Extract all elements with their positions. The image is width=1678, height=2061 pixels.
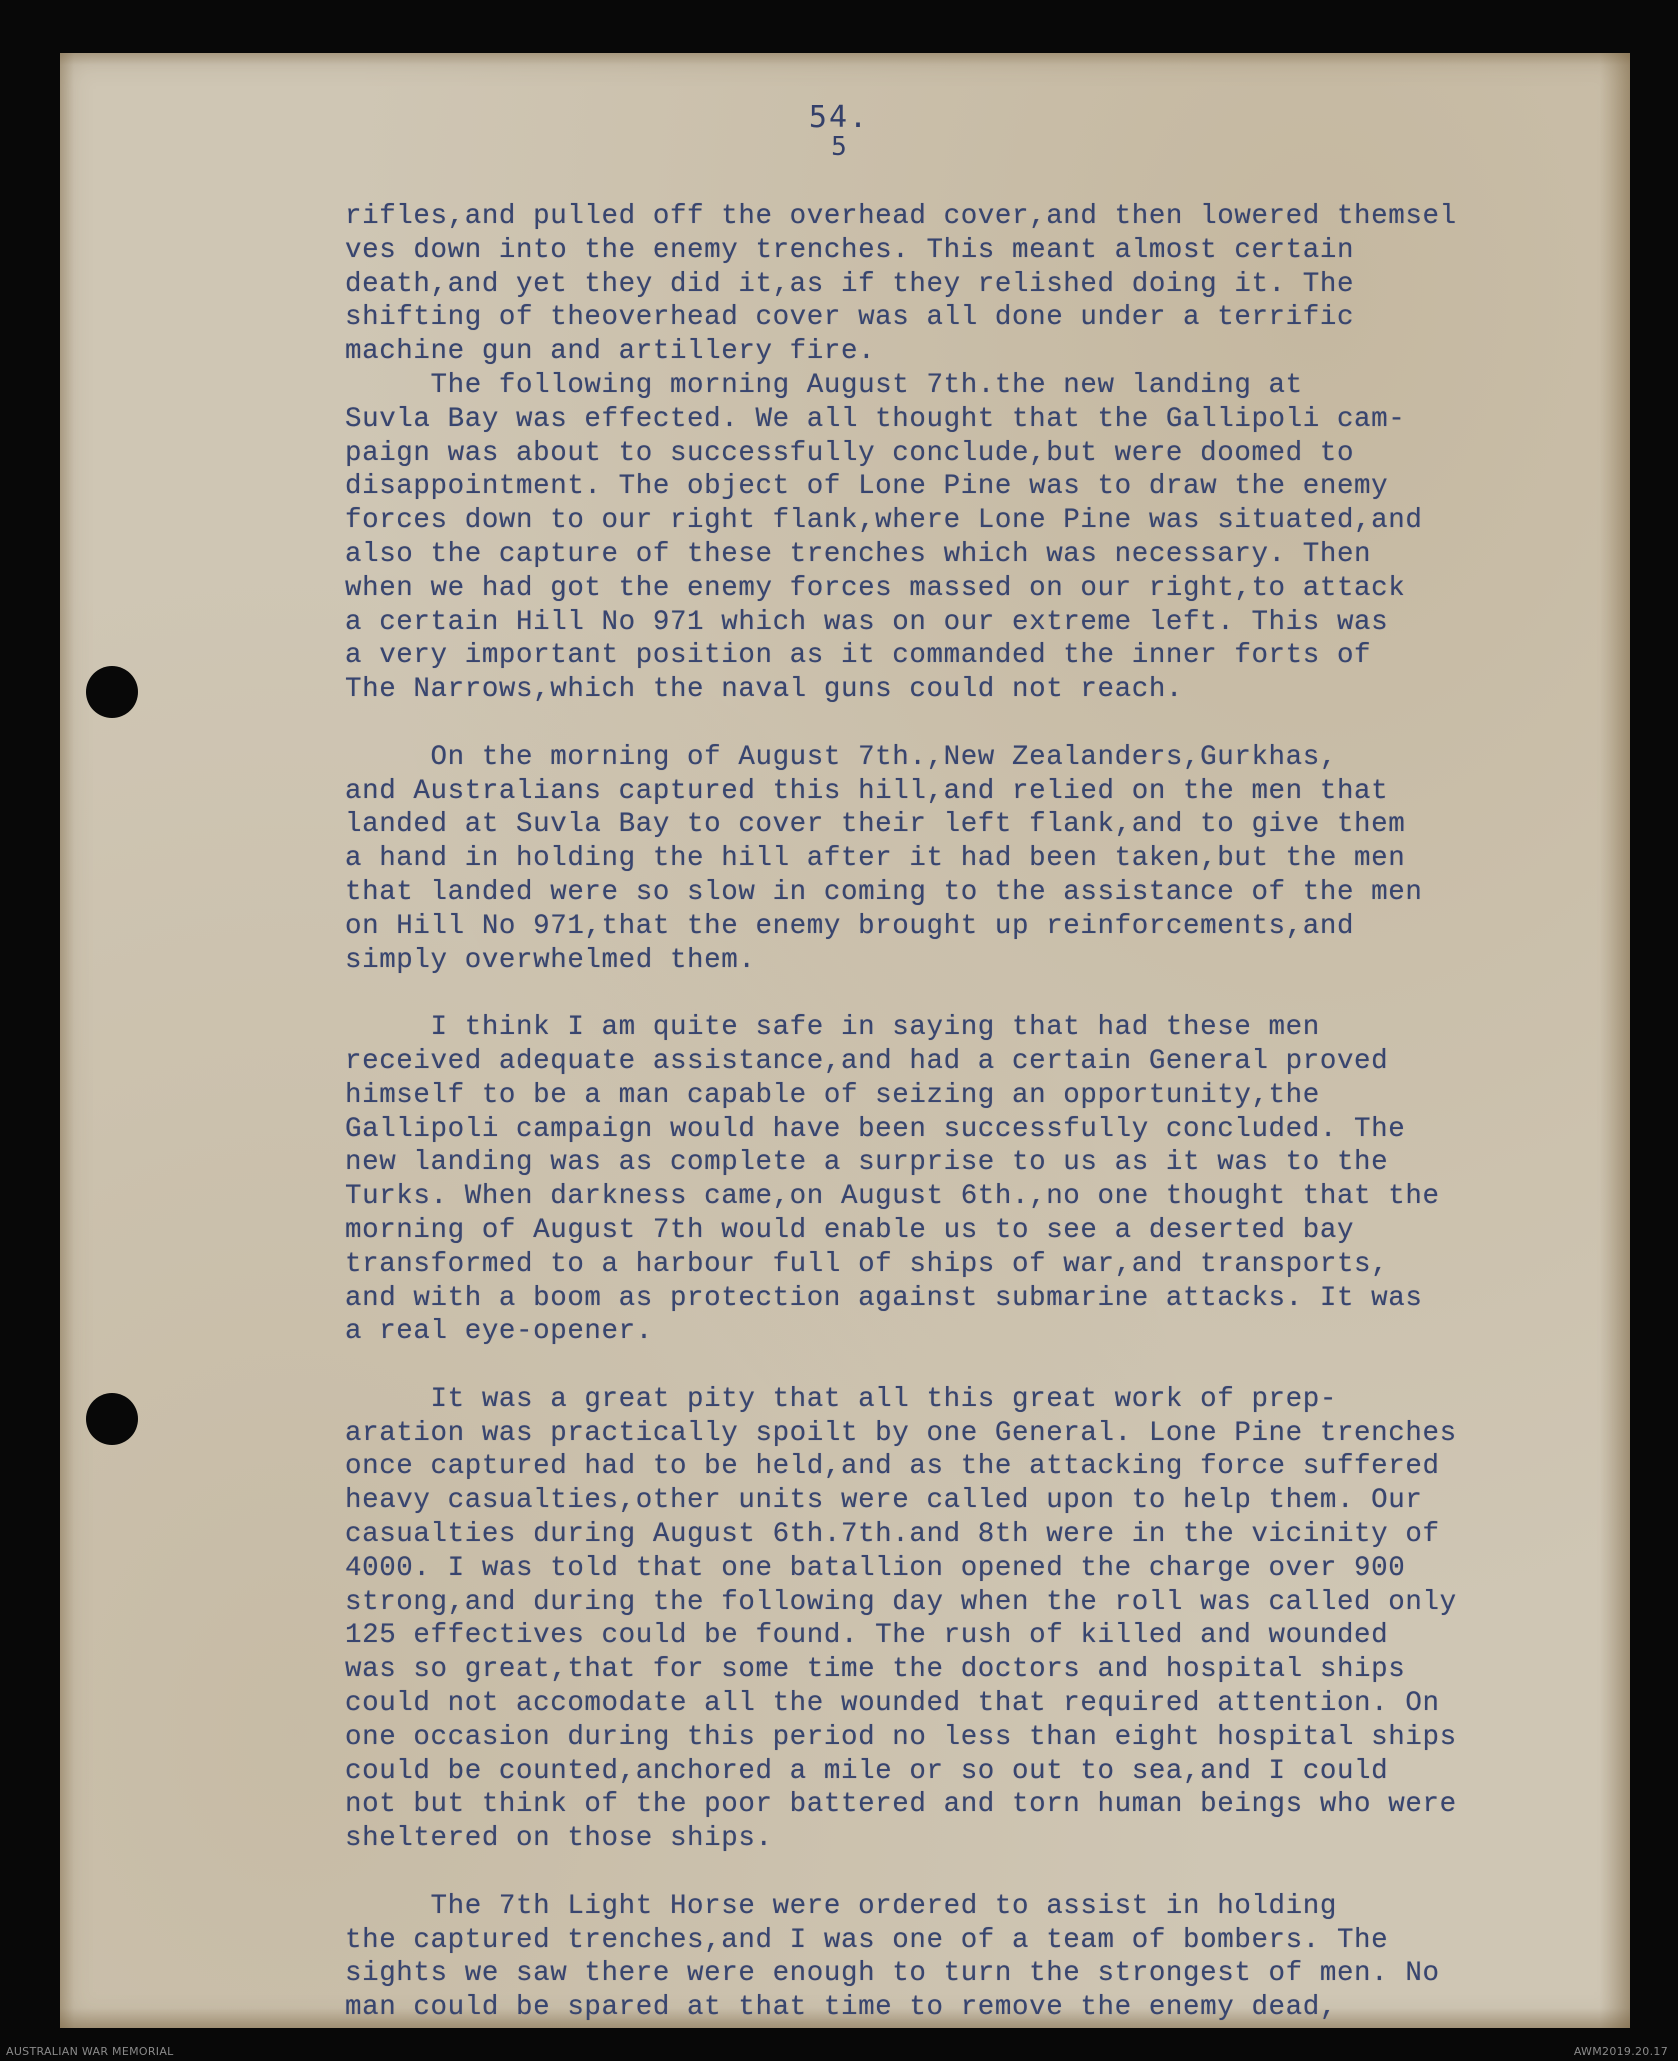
text-line: On the morning of August 7th.,New Zealanders,Gurkhas, [345,741,1337,773]
paragraph-gap [345,707,1625,741]
text-line: forces down to our right flank,where Lone Pine was situated,and [345,505,1423,537]
text-line: sheltered on those ships. [345,1823,773,1855]
text-line: casualties during August 6th.7th.and 8th were in the vicinity of [345,1519,1440,1551]
footer-accession-number: AWM2019.20.17 [1573,2045,1668,2058]
punch-hole [86,1393,138,1445]
text-line: that landed were so slow in coming to the assistance of the men [345,876,1423,908]
text-line: himself to be a man capable of seizing an opportunity,the [345,1079,1320,1111]
text-line: ves down into the enemy trenches. This meant almost certain [345,234,1355,266]
page-number-overtype: 5 [831,132,847,162]
text-line: 4000. I was told that one batallion opened the charge over 900 [345,1552,1406,1584]
footer-archive-name: AUSTRALIAN WAR MEMORIAL [6,2045,174,2058]
text-line: Suvla Bay was effected. We all thought that the Gallipoli cam- [345,403,1406,435]
paragraph [345,1011,1625,1349]
paragraph [345,1890,1625,2025]
paragraph [345,741,1625,978]
text-line: The following morning August 7th.the new landing at [345,369,1303,401]
text-line: disappointment. The object of Lone Pine was to draw the enemy [345,471,1389,503]
text-line: aration was practically spoilt by one General. Lone Pine trenches [345,1417,1457,1449]
text-line: paign was about to successfully conclude,but were doomed to [345,437,1355,469]
text-line: Turks. When darkness came,on August 6th.,no one thought that the [345,1181,1440,1213]
body-text [345,200,1625,2025]
text-line: The 7th Light Horse were ordered to assist in holding [345,1890,1337,1922]
text-line: a hand in holding the hill after it had been taken,but the men [345,843,1406,875]
paragraph-gap [345,977,1625,1011]
text-line: a very important position as it commanded the inner forts of [345,640,1372,672]
text-line: was so great,that for some time the doctors and hospital ships [345,1654,1406,1686]
text-line: and Australians captured this hill,and relied on the men that [345,775,1389,807]
text-line: death,and yet they did it,as if they relished doing it. The [345,268,1355,300]
text-line: I think I am quite safe in saying that had these men [345,1012,1320,1044]
text-line: Gallipoli campaign would have been successfully concluded. The [345,1113,1406,1145]
text-line: also the capture of these trenches which was necessary. Then [345,538,1372,570]
paragraph [345,369,1625,707]
text-line: morning of August 7th would enable us to see a deserted bay [345,1214,1355,1246]
text-line: could not accomodate all the wounded that required attention. On [345,1688,1440,1720]
paragraph [345,200,1625,369]
paragraph-gap [345,1856,1625,1890]
text-line: not but think of the poor battered and torn human beings who were [345,1789,1457,1821]
text-line: when we had got the enemy forces massed on our right,to attack [345,572,1406,604]
text-line: a real eye-opener. [345,1316,653,1348]
text-line: strong,and during the following day when the roll was called only [345,1586,1457,1618]
page-number: 54. [808,100,870,135]
text-line: new landing was as complete a surprise to us as it was to the [345,1147,1389,1179]
text-line: once captured had to be held,and as the attacking force suffered [345,1451,1440,1483]
paragraph-gap [345,1349,1625,1383]
text-line: heavy casualties,other units were called upon to help them. Our [345,1485,1423,1517]
text-line: simply overwhelmed them. [345,944,756,976]
text-line: received adequate assistance,and had a certain General proved [345,1045,1389,1077]
text-line: the captured trenches,and I was one of a team of bombers. The [345,1924,1389,1956]
text-line: man could be spared at that time to remove the enemy dead, [345,1992,1337,2024]
text-line: shifting of theoverhead cover was all done under a terrific [345,302,1355,334]
text-line: It was a great pity that all this great work of prep- [345,1383,1337,1415]
text-line: one occasion during this period no less than eight hospital ships [345,1721,1457,1753]
text-line: landed at Suvla Bay to cover their left flank,and to give them [345,809,1406,841]
text-line: machine gun and artillery fire. [345,336,876,368]
text-line: and with a boom as protection against submarine attacks. It was [345,1282,1423,1314]
text-line: could be counted,anchored a mile or so out to sea,and I could [345,1755,1389,1787]
paragraph [345,1383,1625,1856]
text-line: a certain Hill No 971 which was on our extreme left. This was [345,606,1389,638]
text-line: 125 effectives could be found. The rush of killed and wounded [345,1620,1389,1652]
text-line: The Narrows,which the naval guns could not reach. [345,674,1184,706]
punch-hole [86,666,138,718]
text-line: sights we saw there were enough to turn the strongest of men. No [345,1958,1440,1990]
text-line: rifles,and pulled off the overhead cover,and then lowered themsel [345,201,1457,232]
text-line: on Hill No 971,that the enemy brought up reinforcements,and [345,910,1355,942]
text-line: transformed to a harbour full of ships of war,and transports, [345,1248,1389,1280]
